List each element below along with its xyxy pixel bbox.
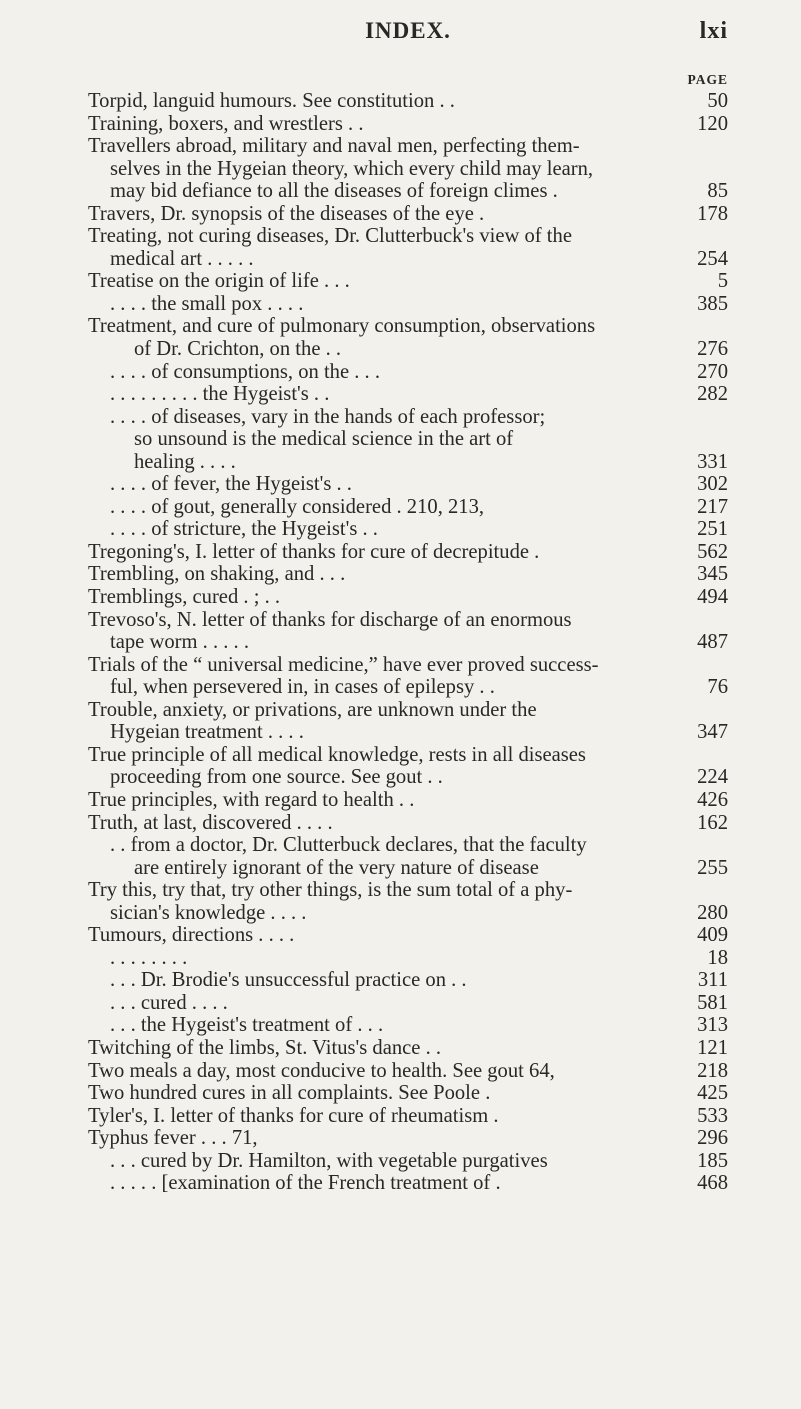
entry-text: . . . the Hygeist's treatment of . . . xyxy=(110,1014,384,1037)
entry-text: Two hundred cures in all complaints. See Poole . xyxy=(88,1082,491,1105)
index-entry xyxy=(88,631,728,654)
entry-text: Trevoso's, N. letter of thanks for discharge of an enormous xyxy=(88,608,572,631)
entry-text: Training, boxers, and wrestlers . . xyxy=(88,112,364,135)
index-entry xyxy=(88,992,728,1015)
entry-page: 345 xyxy=(697,563,728,586)
index-entry xyxy=(88,924,728,947)
entry-text: . . . . of consumptions, on the . . . xyxy=(110,360,380,383)
entry-text: . . . . of gout, generally considered . 210, 213, xyxy=(110,495,485,518)
entry-text: Trouble, anxiety, or privations, are unknown under the xyxy=(88,698,537,721)
entry-page: 331 xyxy=(697,450,728,473)
index-entry xyxy=(88,428,728,451)
index-entry xyxy=(88,834,728,857)
entry-page: 18 xyxy=(707,946,728,969)
entry-page: 224 xyxy=(697,766,728,789)
index-entry xyxy=(88,451,728,474)
entry-text: True principle of all medical knowledge, rests in all diseases xyxy=(88,743,586,766)
entry-text: . . from a doctor, Dr. Clutterbuck declares, that the faculty xyxy=(110,834,587,857)
entry-text: . . . . . . . . . the Hygeist's . . xyxy=(110,383,330,406)
entry-text: Typhus fever . . . 71, xyxy=(88,1127,258,1150)
entry-page: 280 xyxy=(697,901,728,924)
entry-page: 426 xyxy=(697,788,728,811)
library-stamp xyxy=(390,1313,393,1328)
index-entry xyxy=(88,406,728,429)
index-entry xyxy=(88,496,728,519)
entry-text: Tyler's, I. letter of thanks for cure of rheumatism . xyxy=(88,1104,499,1127)
entry-text: Travers, Dr. synopsis of the diseases of the eye . xyxy=(88,202,485,225)
index-entry xyxy=(88,1082,728,1105)
entry-text: . . . . of diseases, vary in the hands of each professor; xyxy=(110,405,546,428)
entry-text: Trials of the “ universal medicine,” have ever proved success- xyxy=(88,653,599,676)
index-entry xyxy=(88,361,728,384)
index-entry xyxy=(88,586,728,609)
entry-text: may bid defiance to all the diseases of foreign climes . xyxy=(110,180,558,203)
index-entry xyxy=(88,180,728,203)
index-entry xyxy=(88,947,728,970)
entry-text: . . . . the small pox . . . . xyxy=(110,292,304,315)
index-entries xyxy=(88,90,728,1195)
index-entry xyxy=(88,270,728,293)
index-entry xyxy=(88,563,728,586)
entry-page: 5 xyxy=(717,270,728,293)
entry-page: 468 xyxy=(697,1172,728,1195)
entry-text: are entirely ignorant of the very nature of disease xyxy=(134,856,539,879)
index-entry xyxy=(88,338,728,361)
entry-page: 251 xyxy=(697,518,728,541)
entry-page: 50 xyxy=(707,90,728,112)
entry-page: 487 xyxy=(697,631,728,654)
entry-page: 276 xyxy=(697,338,728,361)
entry-text: Treatise on the origin of life . . . xyxy=(88,270,350,293)
entry-page: 313 xyxy=(697,1014,728,1037)
entry-text: . . . Dr. Brodie's unsuccessful practice on . . xyxy=(110,969,467,992)
entry-text: . . . . of stricture, the Hygeist's . . xyxy=(110,518,378,541)
index-entry xyxy=(88,744,728,767)
index-entry xyxy=(88,879,728,902)
index-entry xyxy=(88,90,728,113)
entry-page: 347 xyxy=(697,721,728,744)
index-entry xyxy=(88,383,728,406)
entry-text: Two meals a day, most conducive to health. See gout 64, xyxy=(88,1059,555,1082)
entry-page: 385 xyxy=(697,292,728,315)
entry-page: 282 xyxy=(697,383,728,406)
entry-text: medical art . . . . . xyxy=(110,247,254,270)
entry-text: Treating, not curing diseases, Dr. Clutterbuck's view of the xyxy=(88,225,572,248)
entry-text: Treatment, and cure of pulmonary consumption, observations xyxy=(88,315,596,338)
index-entry xyxy=(88,857,728,880)
index-entry xyxy=(88,676,728,699)
index-entry xyxy=(88,473,728,496)
entry-page: 562 xyxy=(697,540,728,563)
index-entry xyxy=(88,113,728,136)
entry-text: selves in the Hygeian theory, which every child may learn, xyxy=(110,157,594,180)
entry-page: 409 xyxy=(697,924,728,947)
entry-text: . . . . of fever, the Hygeist's . . xyxy=(110,473,352,496)
entry-page: 254 xyxy=(697,247,728,270)
index-entry xyxy=(88,1172,728,1195)
entry-text: . . . cured by Dr. Hamilton, with vegetable purgatives xyxy=(110,1149,548,1172)
entry-page: 178 xyxy=(697,202,728,225)
entry-text: Truth, at last, discovered . . . . xyxy=(88,811,333,834)
entry-text: Trembling, on shaking, and . . . xyxy=(88,563,346,586)
entry-page: 121 xyxy=(697,1036,728,1059)
index-entry xyxy=(88,1060,728,1083)
entry-text: proceeding from one source. See gout . . xyxy=(110,766,443,789)
running-title: INDEX. xyxy=(365,18,451,43)
index-entry xyxy=(88,1127,728,1150)
index-entry xyxy=(88,789,728,812)
entry-text: sician's knowledge . . . . xyxy=(110,901,307,924)
index-entry xyxy=(88,225,728,248)
entry-text: Try this, try that, try other things, is the sum total of a phy- xyxy=(88,879,573,902)
entry-page: 162 xyxy=(697,811,728,834)
entry-page: 217 xyxy=(697,495,728,518)
entry-text: Tregoning's, I. letter of thanks for cure of decrepitude . xyxy=(88,540,540,563)
entry-text: Torpid, languid humours. See constitution . . xyxy=(88,90,455,112)
entry-page: 120 xyxy=(697,112,728,135)
index-entry xyxy=(88,1150,728,1173)
entry-page: 296 xyxy=(697,1127,728,1150)
entry-text: Tremblings, cured . ; . . xyxy=(88,586,281,609)
page-header xyxy=(88,18,728,48)
entry-text: Travellers abroad, military and naval men, perfecting them- xyxy=(88,135,580,158)
entry-text: of Dr. Crichton, on the . . xyxy=(134,338,342,361)
index-entry xyxy=(88,158,728,181)
entry-text: True principles, with regard to health . . xyxy=(88,788,415,811)
page-number: lxi xyxy=(699,18,728,44)
entry-text: Twitching of the limbs, St. Vitus's dance . . xyxy=(88,1036,442,1059)
entry-text: healing . . . . xyxy=(134,450,236,473)
entry-page: 270 xyxy=(697,360,728,383)
index-entry xyxy=(88,969,728,992)
entry-text: tape worm . . . . . xyxy=(110,631,249,654)
entry-text: ful, when persevered in, in cases of epilepsy . . xyxy=(110,676,495,699)
index-entry xyxy=(88,609,728,632)
entry-text: Hygeian treatment . . . . xyxy=(110,721,304,744)
entry-page: 76 xyxy=(707,676,728,699)
entry-page: 311 xyxy=(697,969,728,992)
index-entry xyxy=(88,518,728,541)
entry-page: 581 xyxy=(697,991,728,1014)
index-entry xyxy=(88,293,728,316)
index-entry xyxy=(88,1014,728,1037)
index-entry xyxy=(88,541,728,564)
index-entry xyxy=(88,721,728,744)
entry-page: 218 xyxy=(697,1059,728,1082)
entry-page: 85 xyxy=(707,180,728,203)
entry-page: 255 xyxy=(697,856,728,879)
entry-text: . . . . . . . . xyxy=(110,946,188,969)
index-entry xyxy=(88,654,728,677)
index-entry xyxy=(88,248,728,271)
entry-page: 425 xyxy=(697,1082,728,1105)
index-entry xyxy=(88,699,728,722)
index-entry xyxy=(88,1037,728,1060)
index-entry xyxy=(88,315,728,338)
index-entry xyxy=(88,812,728,835)
index-entry xyxy=(88,766,728,789)
entry-page: 533 xyxy=(697,1104,728,1127)
entry-page: 302 xyxy=(697,473,728,496)
entry-text: . . . cured . . . . xyxy=(110,991,228,1014)
entry-page: 494 xyxy=(697,586,728,609)
index-entry xyxy=(88,1105,728,1128)
entry-page: 185 xyxy=(697,1149,728,1172)
entry-text: so unsound is the medical science in the art of xyxy=(134,428,514,451)
index-entry xyxy=(88,203,728,226)
entry-text: . . . . . [examination of the French treatment of . xyxy=(110,1172,501,1195)
index-entry xyxy=(88,135,728,158)
page-column-label: PAGE xyxy=(687,72,728,87)
index-entry xyxy=(88,902,728,925)
entry-text: Tumours, directions . . . . xyxy=(88,924,295,947)
